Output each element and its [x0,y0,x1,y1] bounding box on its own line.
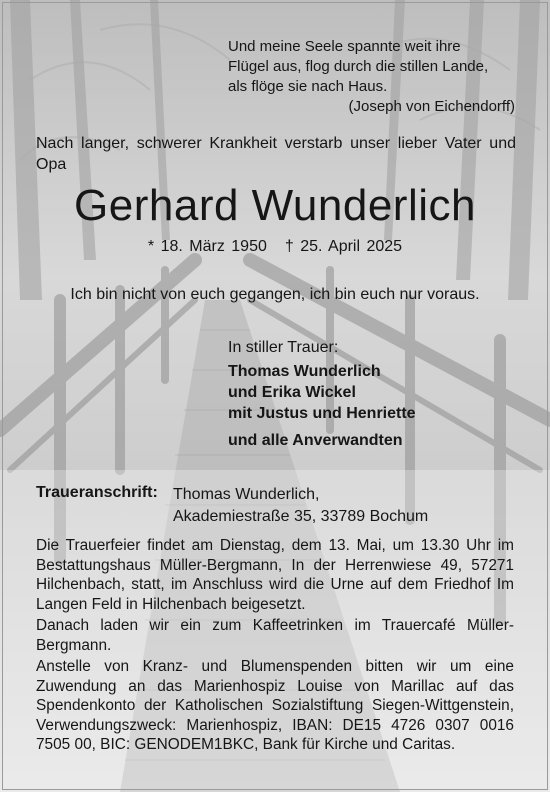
poem-author: (Joseph von Eichendorff) [348,98,515,115]
mourner-name: mit Justus und Henriette [228,405,416,422]
poem-line: Und meine Seele spannte weit ihre [228,38,461,55]
death-date: † 25. April 2025 [284,238,403,255]
poem-line: als flöge sie nach Haus. [228,78,388,95]
mourner-name: Thomas Wunderlich [228,363,381,380]
coffee-invitation-paragraph: Danach laden wir ein zum Kaffeetrinken im Trauercafé Müller-Bergmann. [36,617,514,654]
deceased-name: Gerhard Wunderlich [74,181,476,230]
life-dates [0,238,550,256]
motto-quote: Ich bin nicht von euch gegangen, ich bin euch nur voraus. [70,286,480,303]
address-line: Thomas Wunderlich, [173,486,320,503]
intro-text: Nach langer, schwerer Krankheit verstarb unser lieber Vater und Opa [36,135,516,173]
mourner-name: und Erika Wickel [228,384,356,401]
relatives-line: und alle Anverwandten [228,432,403,449]
address-label: Traueranschrift: [36,484,158,501]
poem-quote [228,37,515,117]
mourning-address [173,484,428,528]
mourning-heading: In stiller Trauer: [228,339,339,356]
mourners-list [228,361,416,424]
funeral-info-paragraph: Die Trauerfeier findet am Dienstag, dem 13. Mai, um 13.30 Uhr im Bestattungshaus Müller-Bergmann, In der Herrenwiese 49, 57271 Hilchenbach, statt, im Anschluss wird die Urne auf dem Friedhof Im Langen Feld in Hilchenbach beigesetzt. [36,537,514,613]
donation-request-paragraph: Anstelle von Kranz- und Blumenspenden bitten wir um eine Zuwendung an das Marienhospiz Louise von Marillac auf das Spendenkonto der Katholischen Sozialstiftung Siegen-Wittgenstein, Verwendungszweck: Marienhospiz, IBAN: DE15 4726 0307 0016 7505 00, BIC: GENODEM1BKC, Bank für Kirche und Caritas. [36,658,514,754]
address-line: Akademiestraße 35, 33789 Bochum [173,508,429,525]
birth-date: * 18. März 1950 [147,238,267,255]
poem-line: Flügel aus, flog durch die stillen Lande, [228,58,489,75]
